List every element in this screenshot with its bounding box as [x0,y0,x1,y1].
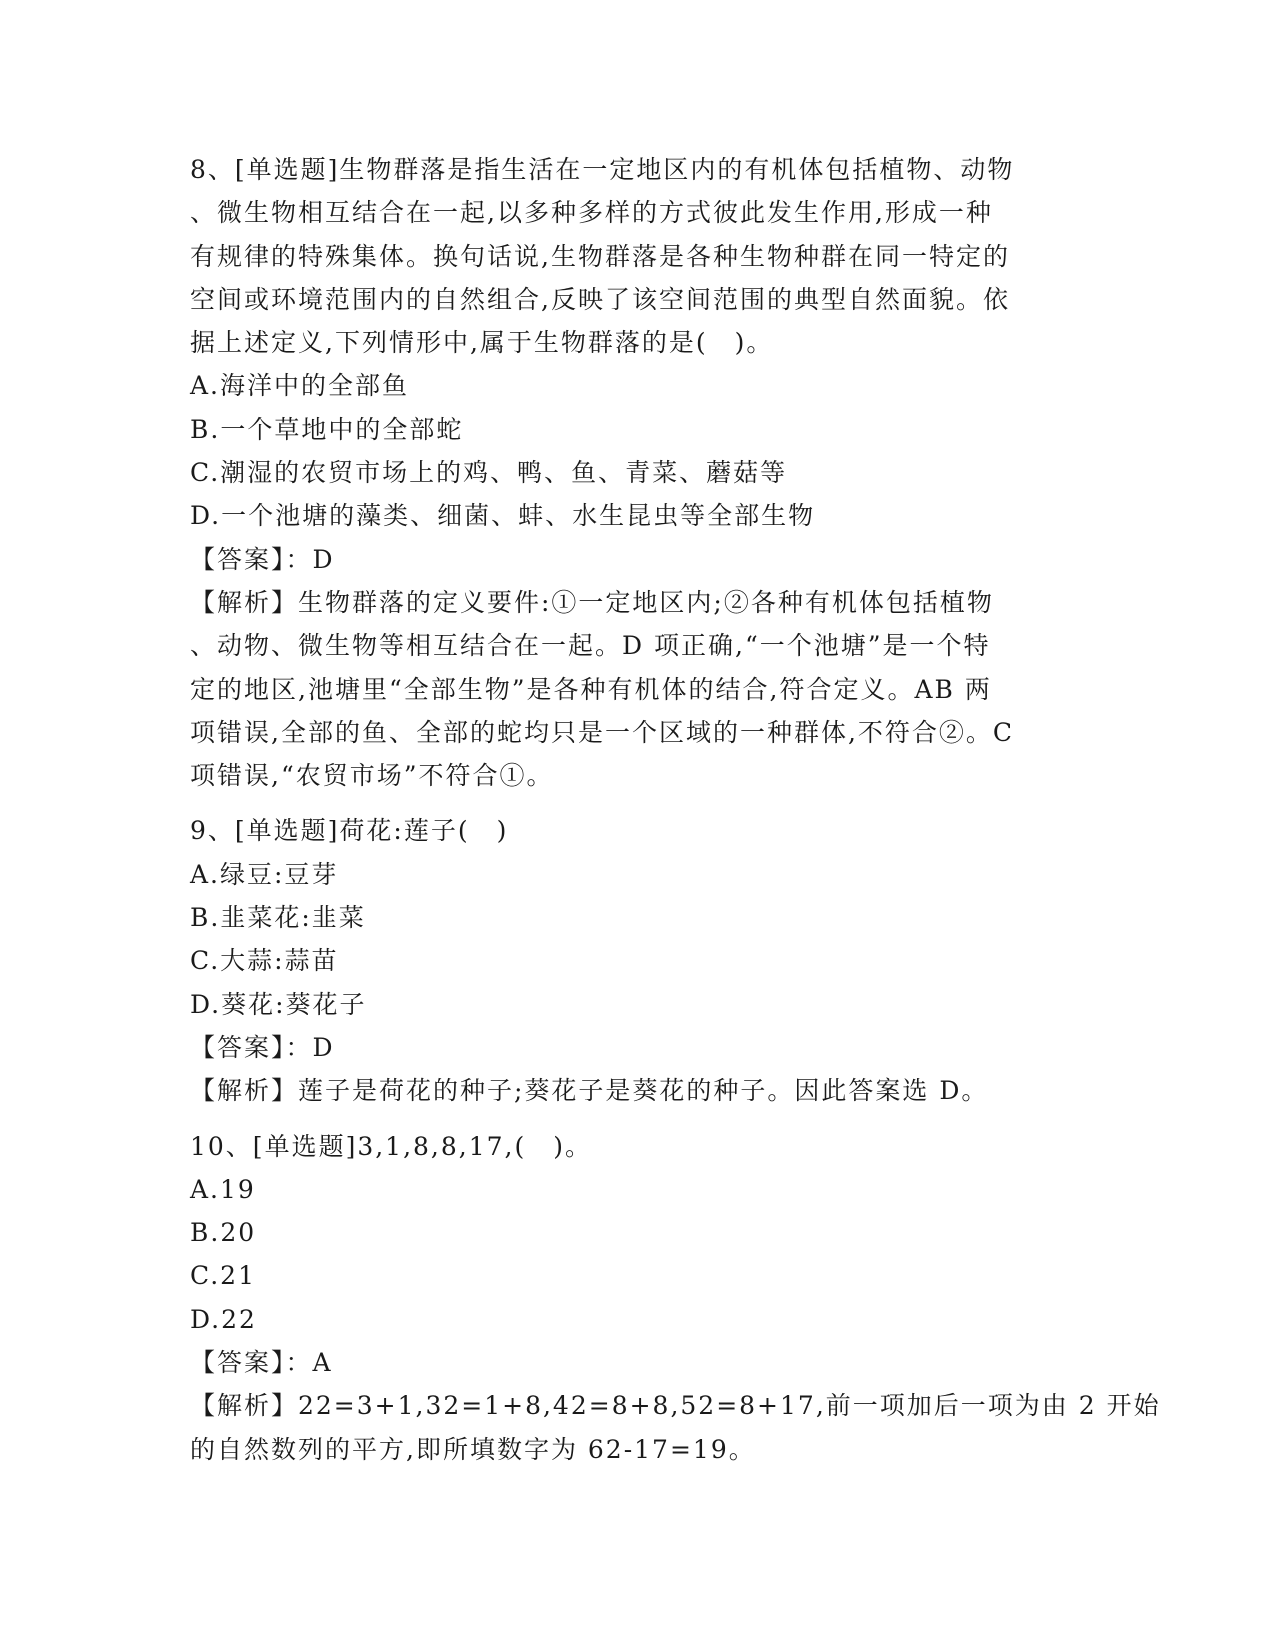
option-a: A.海洋中的全部鱼 [190,371,410,401]
question-spacer [190,797,1090,809]
option-d: D.一个池塘的藻类、细菌、蚌、水生昆虫等全部生物 [190,501,816,531]
option-b: B.20 [190,1218,257,1248]
option-c: C.21 [190,1261,256,1291]
answer-line: 【答案】：D [190,544,335,574]
question-stem-line: 、微生物相互结合在一起,以多种多样的方式彼此发生作用,形成一种 [190,198,993,228]
page-content [190,148,1161,1471]
option-b: B.韭菜花:韭菜 [190,903,366,933]
analysis-line: 定的地区,池塘里“全部生物”是各种有机体的结合,符合定义。AB 两 [190,674,992,704]
question-stem-line: 据上述定义,下列情形中,属于生物群落的是( )。 [190,328,774,358]
analysis-line: 的自然数列的平方,即所填数字为 62-17=19。 [190,1434,756,1464]
option-d: D.葵花:葵花子 [190,989,367,1019]
answer-line: 【答案】：D [190,1032,335,1062]
analysis-line: 、动物、微生物等相互结合在一起。D 项正确,“一个池塘”是一个特 [190,631,991,661]
question-stem-line: 9、[单选题]荷花:莲子( ) [190,816,509,846]
option-d: D.22 [190,1304,257,1334]
analysis-line: 【解析】莲子是荷花的种子;葵花子是葵花的种子。因此答案选 D。 [190,1076,989,1106]
analysis-line: 项错误,“农贸市场”不符合①。 [190,761,554,791]
question-spacer [190,1113,1090,1125]
question-stem-line: 10、[单选题]3,1,8,8,17,( )。 [190,1131,592,1161]
option-a: A.19 [190,1174,256,1204]
option-c: C.大蒜:蒜苗 [190,946,339,976]
question-9 [190,809,1090,1112]
analysis-line: 项错误,全部的鱼、全部的蛇均只是一个区域的一种群体,不符合②。C [190,717,1015,747]
option-b: B.一个草地中的全部蛇 [190,414,464,444]
option-c: C.潮湿的农贸市场上的鸡、鸭、鱼、青菜、蘑菇等 [190,458,788,488]
question-10 [190,1125,1161,1471]
option-a: A.绿豆:豆芽 [190,859,339,889]
analysis-line: 【解析】22=3+1,32=1+8,42=8+8,52=8+17,前一项加后一项为由 2 开始 [190,1391,1161,1421]
answer-line: 【答案】：A [190,1348,333,1378]
question-8 [190,148,1090,797]
question-stem-line: 空间或环境范围内的自然组合,反映了该空间范围的典型自然面貌。依 [190,284,1010,314]
question-stem-line: 8、[单选题]生物群落是指生活在一定地区内的有机体包括植物、动物 [190,155,1015,184]
question-stem-line: 有规律的特殊集体。换句话说,生物群落是各种生物种群在同一特定的 [190,241,1010,271]
analysis-line: 【解析】生物群落的定义要件:①一定地区内;②各种有机体包括植物 [190,587,994,617]
